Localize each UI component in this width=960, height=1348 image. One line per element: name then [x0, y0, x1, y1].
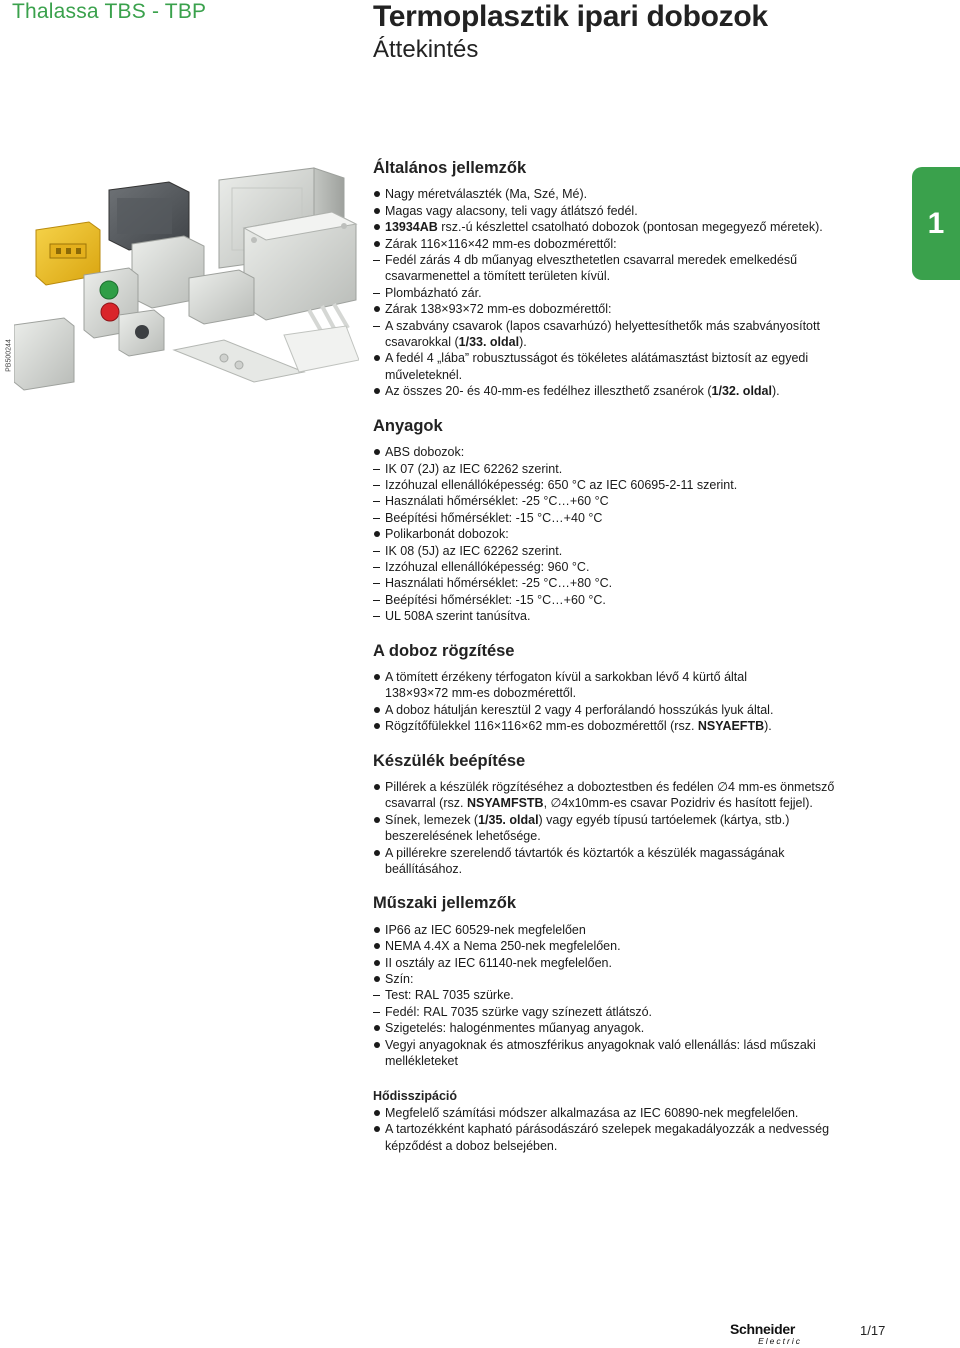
text-run: műveleteknél. — [385, 367, 463, 382]
text-run: ). — [764, 719, 772, 734]
dash-item — [373, 559, 893, 575]
continuation-line — [373, 685, 893, 701]
dash-item — [373, 477, 893, 493]
page-number: 1/17 — [860, 1323, 886, 1338]
medium-enclosure-icon — [244, 212, 356, 320]
text-run: Használati hőmérséklet: -25 °C…+60 °C — [385, 494, 609, 509]
dash-item — [373, 493, 893, 509]
page-title: Termoplasztik ipari dobozok — [373, 0, 768, 33]
photo-code: PB500244 — [5, 339, 13, 372]
text-run: Magas vagy alacsony, teli vagy átlátszó fedél. — [385, 203, 638, 218]
text-run: IK 07 (2J) az IEC 62262 szerint. — [385, 461, 563, 476]
front-enclosure-icon — [14, 318, 74, 390]
bullet-item — [373, 938, 893, 954]
text-run: Zárak 138×93×72 mm-es dobozmérettől: — [385, 302, 612, 317]
continuation-line — [373, 334, 893, 350]
bold-text: NSYAMFSTB — [466, 796, 544, 811]
text-run: Megfelelő számítási módszer alkalmazása az IEC 60890-nek megfelelően. — [385, 1105, 799, 1120]
text-run: 138×93×72 mm-es dobozmérettől. — [385, 686, 577, 701]
continuation-line — [373, 795, 893, 811]
bold-text: 1/32. oldal — [711, 384, 772, 399]
section-anyagok — [373, 418, 893, 625]
text-run: IK 08 (5J) az IEC 62262 szerint. — [385, 543, 563, 558]
logo-text-top: Schneider — [730, 1321, 795, 1337]
bold-text: NSYAEFTB — [697, 719, 765, 734]
dash-item — [373, 461, 893, 477]
bullet-item — [373, 718, 893, 734]
bullet-item — [373, 219, 893, 235]
dash-item — [373, 510, 893, 526]
section-heading: A doboz rögzítése — [373, 641, 515, 660]
text-run: IP66 az IEC 60529-nek megfelelően — [385, 922, 586, 937]
bullet-item — [373, 186, 893, 202]
continuation-line — [373, 828, 893, 844]
text-run: képződést a doboz belsejében. — [385, 1138, 558, 1153]
bullet-item — [373, 955, 893, 971]
text-run: A pillérekre szerelendő távtartók és köztartók a készülék magasságának — [385, 845, 785, 860]
dash-item — [373, 575, 893, 591]
text-run: , ∅4x10mm-es csavar Pozidriv és hasított fejjel). — [543, 796, 813, 811]
dash-item — [373, 608, 893, 624]
text-run: Szín: — [385, 972, 414, 987]
section-heading: Anyagok — [373, 416, 443, 435]
text-run: ). — [771, 384, 780, 399]
chapter-tab[interactable] — [912, 167, 960, 280]
bullet-item — [373, 1020, 893, 1036]
text-run: Az összes 20- és 40-mm-es fedélhez illeszthető zsanérok ( — [385, 384, 712, 399]
dash-item — [373, 285, 893, 301]
bullet-item — [373, 301, 893, 317]
text-run: beszerelésének lehetősége. — [385, 829, 541, 844]
text-run: Beépítési hőmérséklet: -15 °C…+40 °C — [385, 510, 603, 525]
bullet-item — [373, 702, 893, 718]
bullet-item — [373, 812, 893, 828]
bold-text: 1/35. oldal — [478, 812, 539, 827]
text-run: mellékleteket — [385, 1054, 458, 1069]
text-run: A doboz hátulján keresztül 2 vagy 4 perforálandó hosszúkás lyuk által. — [385, 702, 774, 717]
text-run: Izzóhuzal ellenállóképesség: 960 °C. — [385, 559, 590, 574]
text-run: beállításához. — [385, 862, 463, 877]
bullet-item — [373, 444, 893, 460]
text-run: Nagy méretválaszték (Ma, Szé, Mé). — [385, 187, 588, 202]
text-run: NEMA 4.4X a Nema 250-nek megfelelően. — [385, 939, 621, 954]
text-run: Plombázható zár. — [385, 285, 482, 300]
dash-item — [373, 592, 893, 608]
content-column — [373, 160, 893, 1154]
bold-text: 13934AB — [385, 220, 438, 235]
text-run: ). — [519, 335, 527, 350]
bullet-item — [373, 203, 893, 219]
bold-text: 1/33. oldal — [458, 335, 520, 350]
text-run: ) vagy egyéb típusú tartóelemek (kártya, stb.) — [538, 812, 790, 827]
dash-item — [373, 543, 893, 559]
text-run: Fedél: RAL 7035 szürke vagy színezett átlátszó. — [385, 1004, 653, 1019]
text-run: csavarral (rsz. — [385, 796, 467, 811]
text-run: Polikarbonát dobozok: — [385, 527, 509, 542]
section-heading: Műszaki jellemzők — [373, 894, 517, 913]
text-run: Zárak 116×116×42 mm-es dobozmérettől: — [385, 236, 617, 251]
bullet-item — [373, 350, 893, 366]
text-run: csavarmenettel a tömített területen kívül. — [385, 269, 611, 284]
text-run: A tartozékként kapható párásodászáró szelepek megakadályozzák a nedvesség — [385, 1122, 830, 1137]
text-run: Sínek, lemezek ( — [385, 812, 479, 827]
bullet-item — [373, 526, 893, 542]
text-run: Rögzítőfülekkel 116×116×62 mm-es dobozmérettől (rsz. — [385, 719, 698, 734]
bullet-item — [373, 1037, 893, 1053]
text-run: A szabvány csavarok (lapos csavarhúzó) helyettesíthetők más szabványosított — [385, 318, 820, 333]
text-run: A tömített érzékeny térfogaton kívül a sarkokban lévő 4 kürtő által — [385, 669, 747, 684]
text-run: A fedél 4 „lába” robusztusságot és tökéletes alátámasztást biztosít az egyedi — [385, 351, 809, 366]
text-run: Fedél zárás 4 db műanyag elveszthetetlen csavarral meredek emelkedésű — [385, 253, 798, 268]
continuation-line — [373, 268, 893, 284]
text-run: ABS dobozok: — [385, 445, 465, 460]
text-run: csavarokkal ( — [385, 335, 459, 350]
continuation-line — [373, 1053, 893, 1069]
bullet-item — [373, 669, 893, 685]
bullet-item — [373, 845, 893, 861]
bullet-item — [373, 971, 893, 987]
continuation-line — [373, 861, 893, 877]
bullet-item — [373, 383, 893, 399]
section-rogzites — [373, 643, 893, 735]
section-heading: Általános jellemzők — [373, 159, 527, 177]
section-altalanos — [373, 160, 893, 400]
bullet-item — [373, 922, 893, 938]
section-heading: Készülék beépítése — [373, 751, 526, 770]
dash-item — [373, 252, 893, 268]
continuation-line — [373, 367, 893, 383]
schneider-electric-logo — [730, 1322, 806, 1348]
text-run: UL 508A szerint tanúsítva. — [385, 609, 531, 624]
text-run: Vegyi anyagoknak és atmoszférikus anyagoknak való ellenállás: lásd műszaki — [385, 1037, 816, 1052]
text-run: Test: RAL 7035 szürke. — [385, 988, 514, 1003]
section-keszulek — [373, 753, 893, 878]
text-run: Pillérek a készülék rögzítéséhez a doboztestben és fedélen ∅4 mm-es önmetsző — [385, 780, 835, 794]
text-run: Izzóhuzal ellenállóképesség: 650 °C az IEC 60695-2-11 szerint. — [385, 477, 738, 492]
text-run: Szigetelés: halogénmentes műanyag anyagok. — [385, 1021, 645, 1036]
page-subtitle: Áttekintés — [373, 36, 479, 63]
continuation-line — [373, 1138, 893, 1154]
bullet-item — [373, 1121, 893, 1137]
bullet-item — [373, 236, 893, 252]
bullet-item — [373, 1105, 893, 1121]
dash-item — [373, 987, 893, 1003]
text-run: Használati hőmérséklet: -25 °C…+80 °C. — [385, 576, 613, 591]
dash-item — [373, 1004, 893, 1020]
text-run: Beépítési hőmérséklet: -15 °C…+60 °C. — [385, 592, 606, 607]
bullet-item — [373, 779, 893, 795]
chapter-number: 1 — [927, 206, 945, 240]
brand-title: Thalassa TBS - TBP — [12, 0, 207, 23]
section-hodisszipacio — [373, 1088, 893, 1155]
text-run: rsz.-ú készlettel csatolható dobozok (pontosan megegyező méretek). — [437, 220, 823, 235]
text-run: II osztály az IEC 61140-nek megfelelően. — [385, 955, 612, 970]
product-photo — [14, 160, 359, 392]
dash-item — [373, 318, 893, 334]
section-subheading: Hődisszipáció — [373, 1088, 458, 1103]
logo-text-bottom: Electric — [758, 1336, 802, 1346]
section-muszaki — [373, 895, 893, 1069]
